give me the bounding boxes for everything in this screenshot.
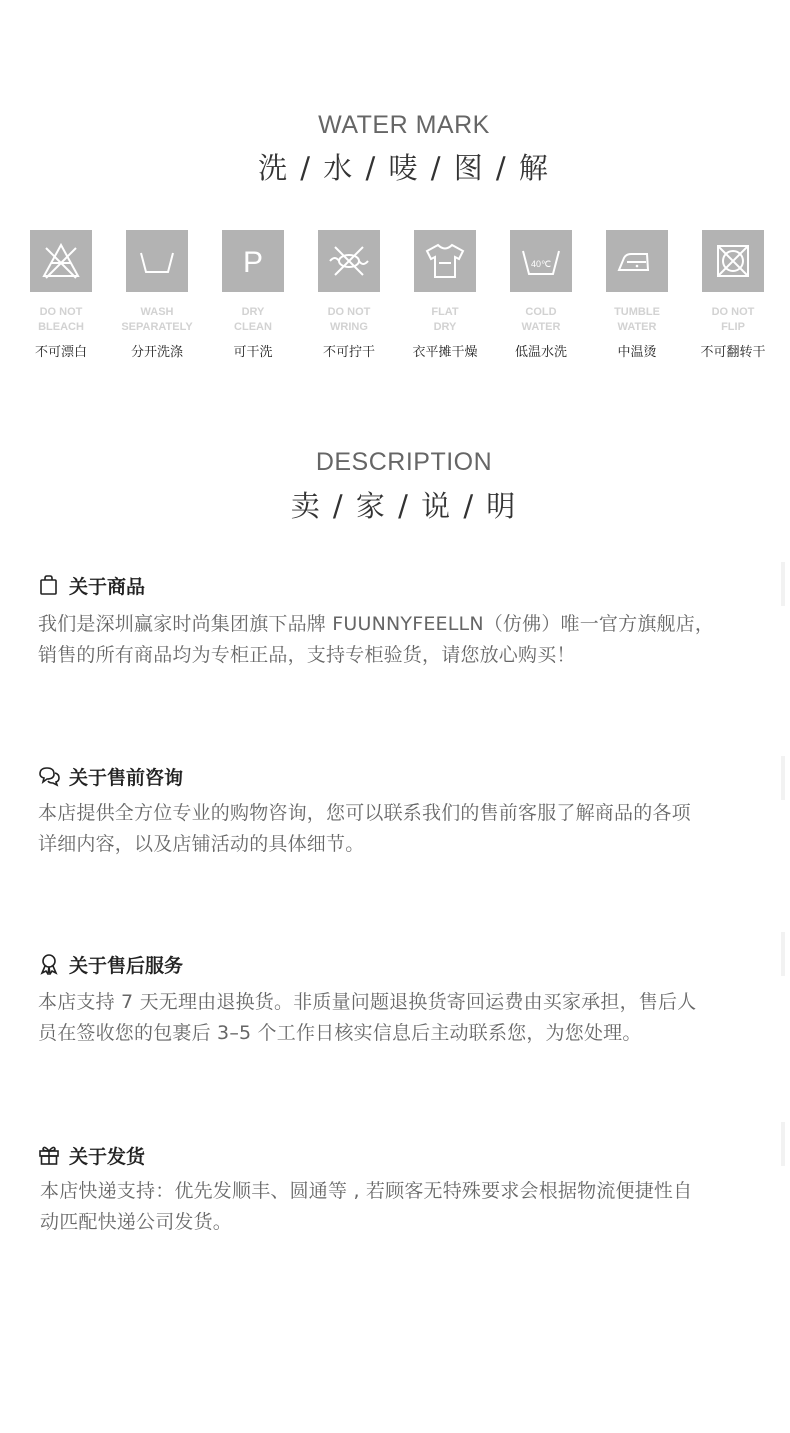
care-item-wash-separately: WASH SEPARATELY 分开洗涤: [111, 230, 203, 360]
section-title-aftersale: 关于售后服务: [38, 952, 183, 976]
shopping-bag-icon: [38, 574, 60, 596]
care-item-dry-clean: P DRY CLEAN 可干洗: [207, 230, 299, 360]
section-body-presale: 本店提供全方位专业的购物咨询，您可以联系我们的售前客服了解商品的各项 详细内容，以及店铺活动的具体细节。: [38, 802, 691, 855]
award-ribbon-icon: [38, 953, 60, 975]
dry-clean-icon: [222, 230, 284, 292]
care-symbols-row: [0, 230, 790, 370]
care-item-flat-dry: FLAT DRY 衣平摊干燥: [399, 230, 491, 360]
section-title-product: 关于商品: [38, 573, 145, 597]
do-not-wring-icon: [318, 230, 380, 292]
svg-text:40℃: 40℃: [530, 259, 552, 269]
section-body-shipping: 本店快递支持：优先发顺丰、圆通等 , 若顾客无特殊要求会根据物流便捷性自 动匹配快递公司发货。: [40, 1180, 693, 1233]
edge-decoration: [781, 1122, 785, 1166]
care-item-do-not-flip: DO NOT FLIP 不可翻转干: [687, 230, 779, 360]
water-mark-title-en: WATER MARK: [318, 111, 490, 139]
flat-dry-icon: [414, 230, 476, 292]
iron-icon: [606, 230, 668, 292]
description-title-zh: 卖 / 家 / 说 / 明: [290, 489, 518, 523]
svg-text:P: P: [242, 246, 264, 279]
care-item-no-bleach: DO NOT BLEACH 不可漂白: [15, 230, 107, 360]
water-mark-title-zh: 洗 / 水 / 唛 / 图 / 解: [258, 151, 550, 185]
description-title-en: DESCRIPTION: [315, 448, 493, 476]
section-body-aftersale: 本店支持 7 天无理由退换货。非质量问题退换货寄回运费由买家承担，售后人 员在签收您的包裹后 3–5 个工作日核实信息后主动联系您，为您处理。: [38, 991, 697, 1044]
gift-box-icon: [38, 1144, 60, 1166]
section-title-presale: 关于售前咨询: [38, 764, 183, 788]
section-title-shipping: 关于发货: [38, 1143, 145, 1167]
section-body-product: 我们是深圳赢家时尚集团旗下品牌 FUUNNYFEELLN（仿佛）唯一官方旗舰店， 销售的所有商品均为专柜正品，支持专柜验货，请您放心购买！: [38, 613, 715, 666]
care-item-iron: TUMBLE WATER 中温烫: [591, 230, 683, 360]
do-not-flip-icon: [702, 230, 764, 292]
care-item-cold-water: 40℃ COLD WATER 低温水洗: [495, 230, 587, 360]
no-bleach-icon: [30, 230, 92, 292]
edge-decoration: [781, 562, 785, 606]
edge-decoration: [781, 756, 785, 800]
wash-separately-icon: [126, 230, 188, 292]
cold-water-icon: [510, 230, 572, 292]
care-item-do-not-wring: DO NOT WRING 不可拧干: [303, 230, 395, 360]
edge-decoration: [781, 932, 785, 976]
chat-bubbles-icon: [38, 765, 60, 787]
